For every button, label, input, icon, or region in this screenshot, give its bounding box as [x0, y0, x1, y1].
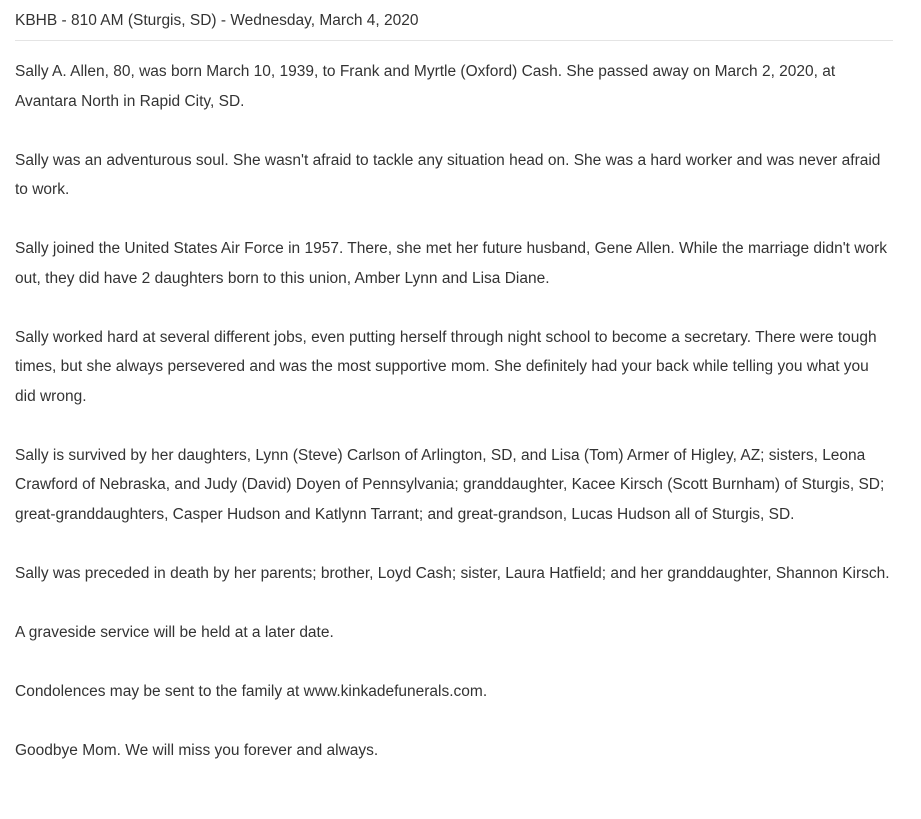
- paragraph-condolences: Condolences may be sent to the family at www.kinkadefunerals.com.: [15, 682, 488, 700]
- paragraph-preceded-by: Sally was preceded in death by her parents; brother, Loyd Cash; sister, Laura Hatfield; and her granddaughter, Shannon Kirsch.: [15, 564, 890, 582]
- paragraph-work: Sally worked hard at several different jobs, even putting herself through night school to become a secretary. There were tough times, but she always persevered and was the most supportive mom. She definitely had your back while telling you what you did wrong.: [15, 328, 877, 405]
- paragraph-birth-death: Sally A. Allen, 80, was born March 10, 1939, to Frank and Myrtle (Oxford) Cash. She passed away on March 2, 2020, at Avantara North in Rapid City, SD.: [15, 63, 836, 110]
- paragraph-air-force: Sally joined the United States Air Force in 1957. There, she met her future husband, Gene Allen. While the marriage didn't work out, they did have 2 daughters born to this union, Amber Lynn and Lisa Diane.: [15, 240, 888, 287]
- dateline: KBHB - 810 AM (Sturgis, SD) - Wednesday, March 4, 2020: [15, 0, 893, 41]
- paragraph-goodbye: Goodbye Mom. We will miss you forever and always.: [15, 741, 379, 759]
- paragraph-service: A graveside service will be held at a later date.: [15, 623, 334, 641]
- paragraph-survived-by: Sally is survived by her daughters, Lynn (Steve) Carlson of Arlington, SD, and Lisa (Tom) Armer of Higley, AZ; sisters, Leona Crawford of Nebraska, and Judy (David) Doyen of Pennsylvania; granddaughter, Kacee Kirsch (Scott Burnham) of Sturgis, SD; great-granddaughters, Casper Hudson and Katlynn Tarrant; and great-grandson, Lucas Hudson all of Sturgis, SD.: [15, 446, 885, 523]
- paragraph-character: Sally was an adventurous soul. She wasn't afraid to tackle any situation head on. She was a hard worker and was never afraid to work.: [15, 151, 881, 198]
- article-body: [15, 41, 893, 765]
